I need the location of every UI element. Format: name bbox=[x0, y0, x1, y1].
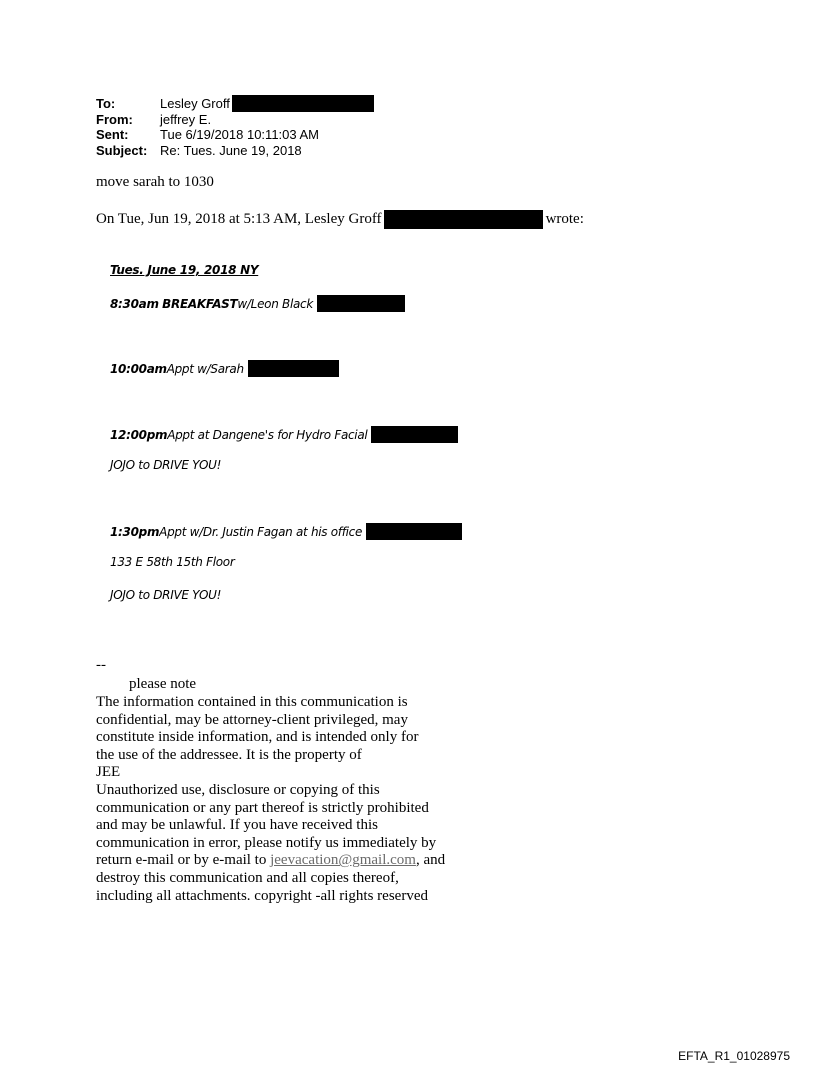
entry-text: Appt w/Sarah bbox=[166, 361, 244, 376]
notice-line: The information contained in this communication is bbox=[96, 694, 408, 710]
schedule-title: Tues. June 19, 2018 NY bbox=[110, 263, 259, 277]
redaction-block bbox=[384, 210, 543, 229]
email-line-after: , and bbox=[415, 852, 446, 869]
to-row bbox=[96, 96, 374, 112]
email-link[interactable]: jeevacation@gmail.com bbox=[270, 852, 416, 869]
notice-line: communication or any part thereof is strictly prohibited bbox=[96, 799, 429, 816]
quote-intro bbox=[96, 210, 584, 229]
email-header bbox=[96, 96, 374, 158]
entry-time: 1:30pm bbox=[110, 524, 160, 539]
to-value: Lesley Groff bbox=[160, 96, 230, 111]
redaction-block bbox=[366, 523, 462, 540]
entry-bold-text: BREAKFAST bbox=[162, 296, 238, 311]
redaction-block bbox=[317, 295, 405, 312]
notice-line: destroy this communication and all copies thereof, bbox=[96, 869, 399, 886]
document-id: EFTA_R1_01028975 bbox=[678, 1049, 790, 1063]
sent-row bbox=[96, 127, 374, 143]
please-note: please note bbox=[129, 676, 197, 692]
to-label: To: bbox=[96, 96, 116, 111]
notice-line: constitute inside information, and is intended only for bbox=[96, 729, 419, 746]
entry-text: Appt at Dangene's for Hydro Facial bbox=[167, 427, 368, 442]
entry-time: 10:00am bbox=[110, 361, 167, 376]
from-row bbox=[96, 112, 374, 128]
notice-line: confidential, may be attorney-client privileged, may bbox=[96, 711, 408, 728]
notice-line: Unauthorized use, disclosure or copying of this bbox=[96, 781, 380, 798]
confidentiality-notice bbox=[96, 694, 476, 905]
subject-label: Subject: bbox=[96, 142, 148, 158]
sent-label: Sent: bbox=[96, 127, 129, 142]
redaction-block bbox=[232, 95, 374, 112]
quote-intro-wrote: wrote: bbox=[545, 211, 584, 227]
redaction-block bbox=[371, 426, 458, 443]
notice-line: communication in error, please notify us immediately by bbox=[96, 834, 437, 851]
from-label: From: bbox=[96, 111, 133, 127]
schedule-entry bbox=[110, 426, 458, 443]
message-text: move sarah to 1030 bbox=[96, 174, 214, 190]
entry-text: w/Leon Black bbox=[237, 296, 313, 311]
entry-address: 133 E 58th 15th Floor bbox=[110, 555, 235, 569]
schedule-entry bbox=[110, 360, 339, 377]
sent-value: Tue 6/19/2018 10:11:03 AM bbox=[160, 127, 320, 142]
entry-note: JOJO to DRIVE YOU! bbox=[110, 458, 222, 472]
notice-line: the use of the addressee. It is the property of bbox=[96, 746, 362, 763]
notice-line: including all attachments. copyright -all rights reserved bbox=[96, 887, 428, 904]
entry-time: 8:30am bbox=[110, 296, 159, 311]
notice-line: and may be unlawful. If you have received this bbox=[96, 817, 378, 834]
entry-time: 12:00pm bbox=[110, 427, 168, 442]
subject-value: Re: Tues. June 19, 2018 bbox=[160, 142, 302, 158]
schedule-entry bbox=[110, 295, 405, 312]
quote-intro-text: On Tue, Jun 19, 2018 at 5:13 AM, Lesley Groff bbox=[96, 211, 382, 227]
signature-separator: -- bbox=[96, 657, 106, 673]
schedule-entry bbox=[110, 523, 462, 540]
notice-line: JEE bbox=[96, 764, 121, 781]
from-value: jeffrey E. bbox=[160, 111, 212, 127]
redaction-block bbox=[248, 360, 339, 377]
email-line-before: return e-mail or by e-mail to bbox=[96, 852, 271, 869]
notice-line-email bbox=[96, 852, 476, 870]
entry-text: Appt w/Dr. Justin Fagan at his office bbox=[159, 524, 363, 539]
entry-note: JOJO to DRIVE YOU! bbox=[110, 588, 222, 602]
subject-row bbox=[96, 143, 374, 159]
